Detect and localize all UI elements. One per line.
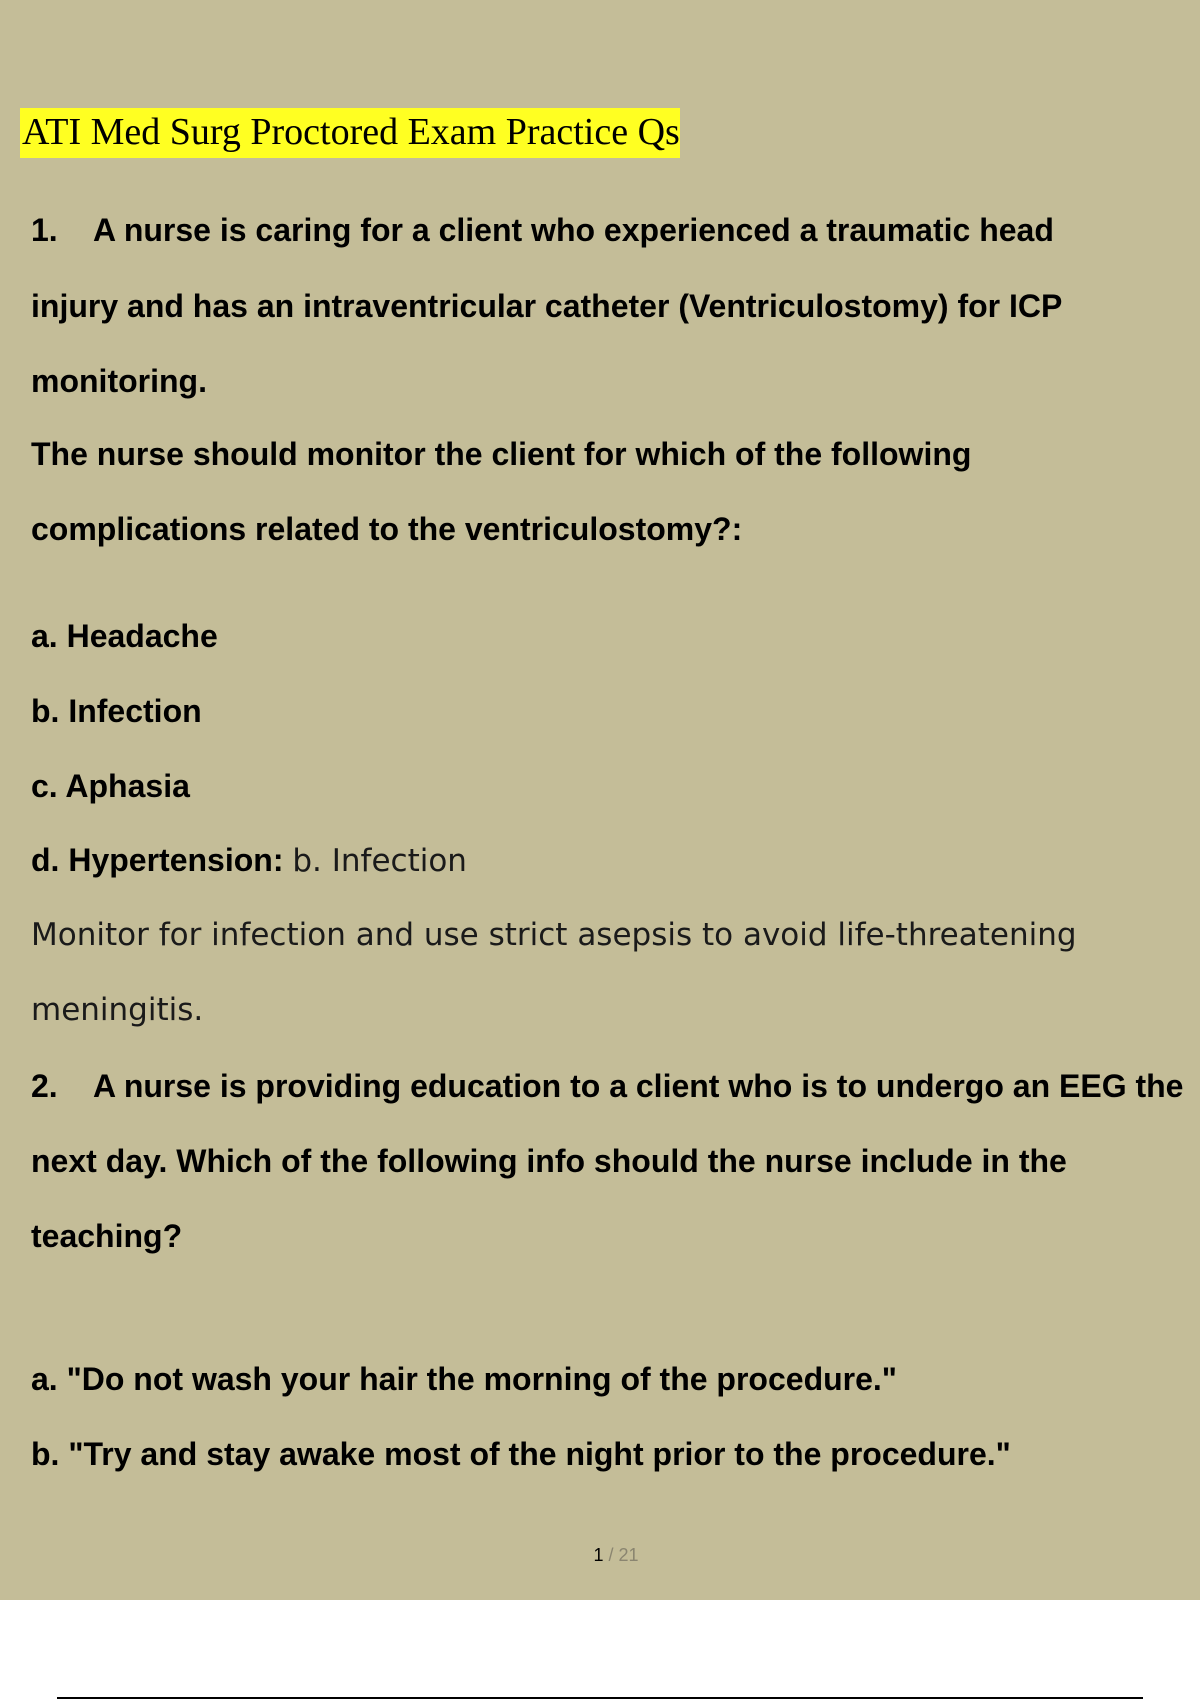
question-1-rationale-line-2: meningitis.: [31, 992, 204, 1028]
question-1-option-a: a. Headache: [31, 618, 218, 654]
question-1-stem-line-1: 1. A nurse is caring for a client who experienced a traumatic head: [31, 212, 1054, 248]
total-pages: 21: [618, 1545, 639, 1565]
question-1-number: 1.: [31, 212, 58, 248]
question-2-stem-line-3: teaching?: [31, 1218, 183, 1254]
document-title: ATI Med Surg Proctored Exam Practice Qs: [20, 108, 680, 158]
question-1-rationale-line-1: Monitor for infection and use strict asepsis to avoid life-threatening: [31, 917, 1077, 953]
question-2-option-a: a. "Do not wash your hair the morning of the procedure.": [31, 1361, 897, 1397]
question-1-option-c: c. Aphasia: [31, 768, 190, 804]
question-1-stem-line-4: The nurse should monitor the client for which of the following: [31, 436, 972, 472]
question-1-stem-line-5: complications related to the ventriculostomy?:: [31, 511, 743, 547]
page-indicator: 1 / 21: [593, 1545, 639, 1565]
next-page-rule: [57, 1697, 1143, 1699]
question-1-stem-line-3: monitoring.: [31, 363, 207, 399]
question-2-option-b: b. "Try and stay awake most of the night prior to the procedure.": [31, 1436, 1011, 1472]
question-1-option-d: d. Hypertension: b. Infection: [31, 842, 467, 879]
question-1-stem-line-2: injury and has an intraventricular catheter (Ventriculostomy) for ICP: [31, 288, 1063, 324]
question-2-stem-line-2: next day. Which of the following info should the nurse include in the: [31, 1143, 1067, 1179]
question-2-stem-line-1: 2. A nurse is providing education to a client who is to undergo an EEG the: [31, 1068, 1184, 1104]
current-page: 1: [593, 1545, 604, 1565]
question-1-answer: b. Infection: [292, 843, 467, 879]
question-1-option-b: b. Infection: [31, 693, 202, 729]
question-2-number: 2.: [31, 1068, 58, 1104]
